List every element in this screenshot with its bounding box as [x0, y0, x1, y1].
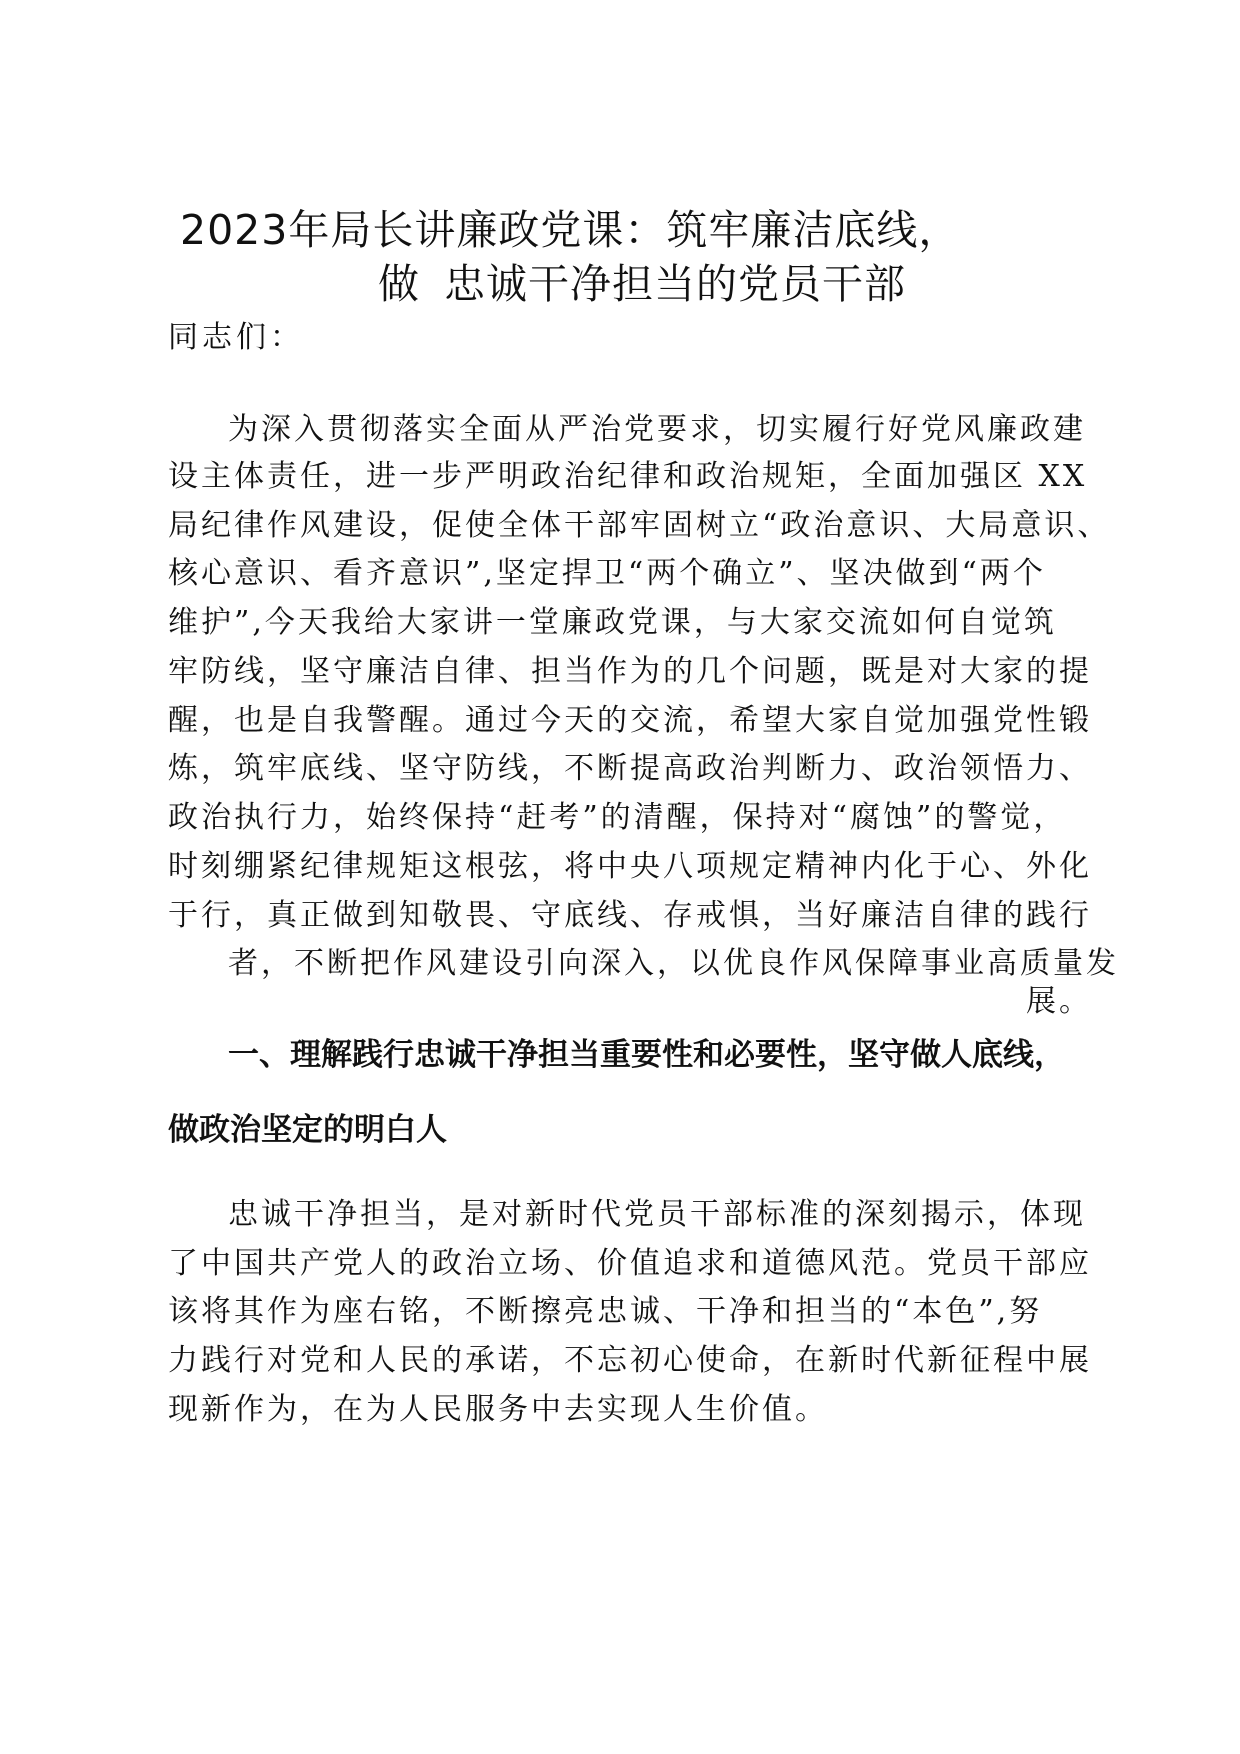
- paragraph-1-line: 为深入贯彻落实全面从严治党要求，切实履行好党风廉政建: [228, 412, 1086, 447]
- paragraph-1-line: 核心意识、看齐意识”,坚定捍卫“两个确立”、坚决做到“两个: [168, 556, 1046, 591]
- document-title-line-1: 2023年局长讲廉政党课：筑牢廉洁底线，: [180, 206, 961, 254]
- paragraph-1-line: 炼，筑牢底线、坚守防线，不断提高政治判断力、政治领悟力、: [168, 751, 1092, 786]
- section-heading-1-line-2: 做政治坚定的明白人: [168, 1112, 447, 1148]
- paragraph-1-line: 醒，也是自我警醒。通过今天的交流，希望大家自觉加强党性锻: [168, 703, 1092, 738]
- section-heading-1-line-1: 一、理解践行忠诚干净担当重要性和必要性，坚守做人底线，: [228, 1037, 1065, 1073]
- paragraph-2-line: 该将其作为座右铭，不断擦亮忠诚、干净和担当的“本色”,努: [168, 1294, 1043, 1329]
- paragraph-2-line: 力践行对党和人民的承诺，不忘初心使命，在新时代新征程中展: [168, 1343, 1092, 1378]
- paragraph-1-line: 牢防线，坚守廉洁自律、担当作为的几个问题，既是对大家的提: [168, 654, 1092, 689]
- title-line-2-part-a: 做: [378, 260, 420, 308]
- salutation: 同志们：: [168, 320, 304, 355]
- paragraph-1-line: 设主体责任，进一步严明政治纪律和政治规矩，全面加强区 XX: [168, 459, 1088, 494]
- paragraph-1-line: 局纪律作风建设，促使全体干部牢固树立“政治意识、大局意识、: [168, 508, 1111, 543]
- paragraph-1-line: 维护”,今天我给大家讲一堂廉政党课，与大家交流如何自觉筑: [168, 605, 1057, 640]
- paragraph-1-line: 时刻绷紧纪律规矩这根弦，将中央八项规定精神内化于心、外化: [168, 849, 1092, 884]
- paragraph-2-line: 忠诚干净担当，是对新时代党员干部标准的深刻揭示，体现: [228, 1197, 1086, 1232]
- paragraph-1-line: 者，不断把作风建设引向深入，以优良作风保障事业高质量发: [228, 946, 1119, 981]
- paragraph-1-line: 政治执行力，始终保持“赶考”的清醒，保持对“腐蚀”的警觉，: [168, 800, 1067, 835]
- paragraph-1-line: 于行，真正做到知敬畏、守底线、存戒惧，当好廉洁自律的践行: [168, 898, 1092, 933]
- paragraph-1-line: 展。: [1026, 984, 1092, 1019]
- title-line-2-part-b: 忠诚干净担当的党员干部: [444, 260, 906, 308]
- paragraph-2-line: 了中国共产党人的政治立场、价值追求和道德风范。党员干部应: [168, 1246, 1092, 1281]
- paragraph-2-line: 现新作为，在为人民服务中去实现人生价值。: [168, 1392, 828, 1427]
- document-title-line-2: [378, 258, 906, 310]
